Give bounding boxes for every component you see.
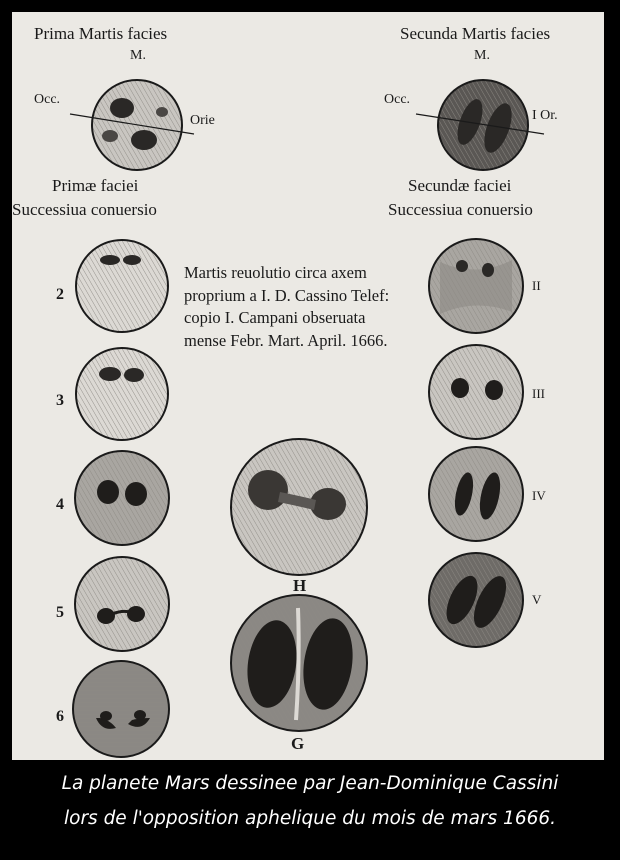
mars-disc-V <box>426 550 526 650</box>
engraving-plate <box>12 12 604 760</box>
prima-subtitle-1: Primæ faciei <box>52 176 139 195</box>
left-label-3: 3 <box>56 392 64 409</box>
prima-subtitle-2: Successiua conuersio <box>12 200 157 219</box>
left-label-2: 2 <box>56 286 64 303</box>
center-label-H: H <box>293 576 307 595</box>
prima-east-label: Orie <box>190 113 215 128</box>
caption-line-2: lors de l'opposition aphelique du mois de mars 1666. <box>63 808 557 829</box>
mars-disc-H <box>228 436 370 578</box>
mars-disc-II <box>426 236 526 336</box>
right-label-V: V <box>532 592 542 607</box>
secunda-east-label: I Or. <box>532 108 558 123</box>
inscription-line-4: mense Febr. Mart. April. 1666. <box>184 330 388 350</box>
left-label-6: 6 <box>56 708 64 725</box>
caption-line-1: La planete Mars dessinee par Jean-Dominique Cassini <box>61 773 559 794</box>
mars-disc-4 <box>72 448 172 548</box>
right-label-III: III <box>532 386 545 401</box>
inscription-block <box>184 262 446 352</box>
mars-disc-IV <box>426 444 526 544</box>
inscription-line-1: Martis reuolutio circa axem <box>184 263 367 282</box>
caption <box>0 766 620 836</box>
mars-disc-G <box>228 592 370 734</box>
right-label-II: II <box>532 278 541 293</box>
mars-disc-5 <box>72 554 172 654</box>
secunda-north-label: M. <box>474 48 490 63</box>
left-label-5: 5 <box>56 604 64 621</box>
prima-west-label: Occ. <box>34 92 61 107</box>
mars-disc-2 <box>74 238 170 334</box>
inscription-line-3: copio I. Campani obseruata <box>184 308 366 327</box>
mars-disc-6 <box>70 658 172 760</box>
inscription-line-2: proprium a I. D. Cassino Telef: <box>184 285 390 305</box>
center-label-G: G <box>291 734 305 753</box>
mars-disc-secunda <box>428 70 538 180</box>
prima-facies-title: Prima Martis facies <box>34 24 168 43</box>
prima-north-label: M. <box>130 48 146 63</box>
left-label-4: 4 <box>56 496 64 513</box>
mars-disc-prima <box>82 70 192 180</box>
secunda-subtitle-2: Successiua conuersio <box>388 200 533 219</box>
secunda-facies-title: Secunda Martis facies <box>400 24 551 43</box>
secunda-subtitle-1: Secundæ faciei <box>408 176 512 195</box>
mars-disc-3 <box>74 346 170 442</box>
mars-disc-III <box>426 342 526 442</box>
secunda-west-label: Occ. <box>384 92 411 107</box>
right-label-IV: IV <box>532 488 546 503</box>
